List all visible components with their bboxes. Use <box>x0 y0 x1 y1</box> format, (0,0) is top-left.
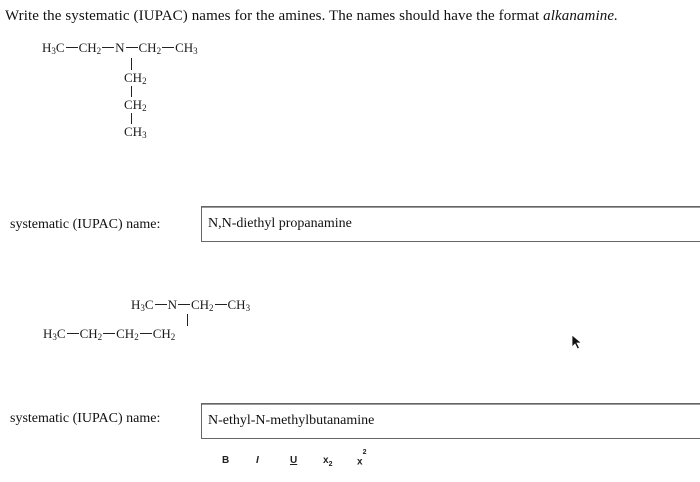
bond <box>131 86 132 97</box>
structure-1-branch-ch2: $CH_2$ <box>124 70 147 86</box>
structure-2-top-chain: $H_3C$ N $CH_2$ $CH_3$ <box>131 297 251 313</box>
answer-1-input[interactable] <box>201 206 700 242</box>
answer-1-label: systematic (IUPAC) name: <box>10 217 161 232</box>
subscript-button[interactable]: $x_2$ <box>323 455 333 468</box>
bond <box>131 113 132 124</box>
structure-2-bottom-chain: $H_3C$ $CH_2$ $CH_2$ $CH_2$ <box>43 326 176 342</box>
answer-1-value[interactable]: N,N-diethyl propanamine <box>208 216 352 231</box>
answer-2-input[interactable] <box>201 403 700 439</box>
structure-1-branch-ch2: $CH_2$ <box>124 97 147 113</box>
bond <box>131 58 132 70</box>
superscript-button[interactable]: $x^2$ <box>357 449 367 468</box>
prompt-format: alkanamine. <box>543 8 618 24</box>
bond <box>187 314 188 326</box>
structure-1-main-chain: $H_3C$ $CH_2$ N $CH_2$ $CH_3$ <box>42 40 198 56</box>
answer-2-label: systematic (IUPAC) name: <box>10 411 161 426</box>
prompt-text: Write the systematic (IUPAC) names for the amines. The names should have the format <box>5 8 544 24</box>
italic-button[interactable]: I <box>256 455 259 466</box>
underline-button[interactable]: U <box>290 455 298 466</box>
structure-1-branch-ch3: $CH_3$ <box>124 124 147 140</box>
question-prompt <box>5 8 618 25</box>
mouse-pointer-icon <box>571 334 583 350</box>
bold-button[interactable]: B <box>222 455 230 466</box>
formatting-toolbar <box>210 443 700 473</box>
answer-2-value[interactable]: N-ethyl-N-methylbutanamine <box>208 413 375 428</box>
